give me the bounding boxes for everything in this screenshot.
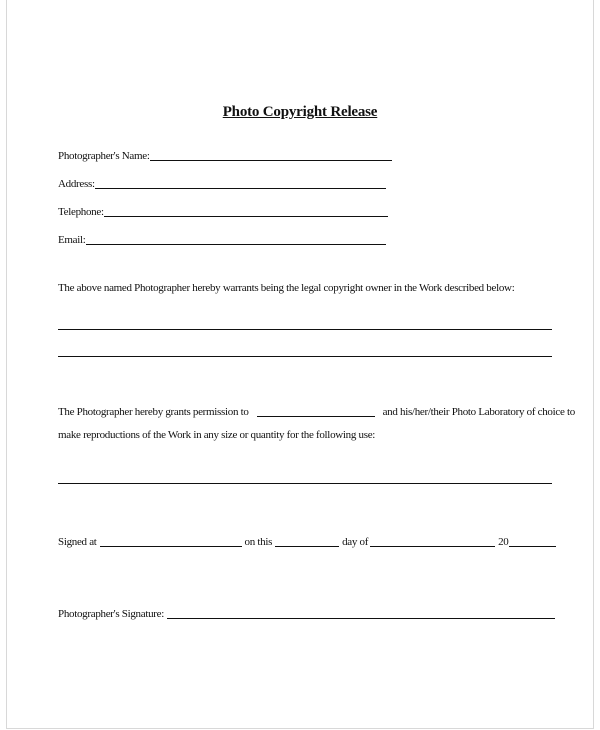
signed-at-label: Signed at [58,536,97,548]
address-blank[interactable] [95,188,386,189]
work-description-line-2[interactable] [58,356,552,357]
signature-blank[interactable] [167,618,555,619]
name-label: Photographer's Name: [58,150,150,162]
warranty-text: The above named Photographer hereby warrants being the legal copyright owner in the Work described below: [58,282,515,294]
signed-day-blank[interactable] [275,546,339,547]
email-blank[interactable] [86,244,386,245]
permission-grantee-blank[interactable] [257,416,375,417]
signature-field [58,608,555,620]
permission-text-1: The Photographer hereby grants permission to [58,406,249,418]
address-label: Address: [58,178,95,190]
telephone-blank[interactable] [104,216,388,217]
address-field [58,178,386,190]
permission-text-2: and his/her/their Photo Laboratory of choice to [382,406,575,418]
work-description-line-1[interactable] [58,329,552,330]
year-prefix: 20 [498,536,509,548]
on-this-label: on this [244,536,273,548]
signed-location-blank[interactable] [100,546,242,547]
permission-line-2: make reproductions of the Work in any size or quantity for the following use: [58,429,376,441]
signed-line [58,536,556,548]
email-label: Email: [58,234,86,246]
use-description-line[interactable] [58,483,552,484]
signed-year-blank[interactable] [509,546,556,547]
document-title: Photo Copyright Release [222,104,378,120]
day-of-label: day of [342,536,369,548]
telephone-label: Telephone: [58,206,104,218]
name-blank[interactable] [150,160,392,161]
telephone-field [58,206,388,218]
permission-line-1 [58,406,575,418]
name-field [58,150,392,162]
signature-label: Photographer's Signature: [58,608,164,620]
email-field [58,234,386,246]
signed-month-blank[interactable] [370,546,495,547]
